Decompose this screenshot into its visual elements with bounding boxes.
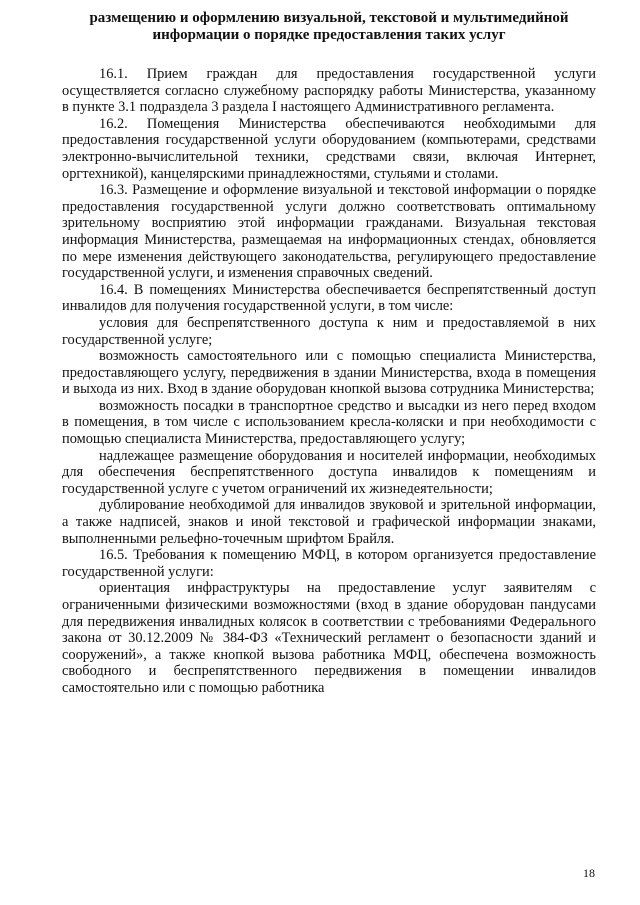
section-header	[62, 10, 596, 44]
paragraph-16-4: 16.4. В помещениях Министерства обеспечивается беспрепятственный доступ инвалидов для получения государственной услуги, в том числе:	[62, 281, 596, 315]
header-line-1: размещению и оформлению визуальной, текстовой и мультимедийной	[89, 10, 569, 26]
paragraph-16-2: 16.2. Помещения Министерства обеспечиваются необходимыми для предоставления государственной услуги оборудованием (компьютерами, средствами электронно-вычислительной техники, средствами связи, включая Интернет, оргтехникой), канцелярскими принадлежностями, стульями и столами.	[62, 115, 596, 182]
list-item-infrastructure: ориентация инфраструктуры на предоставление услуг заявителям с ограниченными физическими возможностями (вход в здание оборудован пандусами для передвижения инвалидных колясок в соответствии с требованиями Федерального закона от 30.12.2009 № 384-ФЗ «Технический регламент о безопасности зданий и сооружений», а также кнопкой вызова работника МФЦ, обеспечена возможность свободного и беспрепятственного передвижения в помещении инвалидов самостоятельно или с помощью работника	[62, 580, 596, 696]
document-body	[62, 66, 596, 697]
list-item-movement: возможность самостоятельного или с помощью специалиста Министерства, предоставляющего услугу, передвижения в здании Министерства, входа в помещения и выхода из них. Вход в здание оборудован кнопкой вызова сотрудника Министерства;	[62, 348, 596, 398]
paragraph-16-5: 16.5. Требования к помещению МФЦ, в котором организуется предоставление государственной услуги:	[62, 547, 596, 580]
paragraph-16-1: 16.1. Прием граждан для предоставления государственной услуги осуществляется согласно служебному распорядку работы Министерства, указанному в пункте 3.1 подраздела 3 раздела I настоящего Административного регламента.	[62, 66, 596, 116]
document-page	[62, 10, 596, 697]
list-item-braille-duplication: дублирование необходимой для инвалидов звуковой и зрительной информации, а также надписей, знаков и иной текстовой и графической информации знаками, выполненными рельефно-точечным шрифтом Брайля.	[62, 497, 596, 547]
header-line-2: информации о порядке предоставления таких услуг	[152, 27, 506, 43]
page-number: 18	[583, 866, 595, 880]
list-item-equipment-placement: надлежащее размещение оборудования и носителей информации, необходимых для обеспечения беспрепятственного доступа инвалидов к помещениям и государственной услуге с учетом ограничений их жизнедеятельности;	[62, 447, 596, 497]
paragraph-16-3: 16.3. Размещение и оформление визуальной и текстовой информации о порядке предоставления государственной услуги должно соответствовать оптимальному зрительному восприятию этой информации гражданами. Визуальная текстовая информация Министерства, размещаемая на информационных стендах, обновляется по мере изменения действующего законодательства, регулирующего предоставление государственной услуги, и изменения справочных сведений.	[62, 182, 596, 282]
list-item-access-conditions: условия для беспрепятственного доступа к ним и предоставляемой в них государственной услуге;	[62, 314, 596, 348]
list-item-vehicle-boarding: возможность посадки в транспортное средство и высадки из него перед входом в помещения, в том числе с использованием кресла-коляски и при необходимости с помощью специалиста Министерства, предоставляющего услугу;	[62, 397, 596, 448]
